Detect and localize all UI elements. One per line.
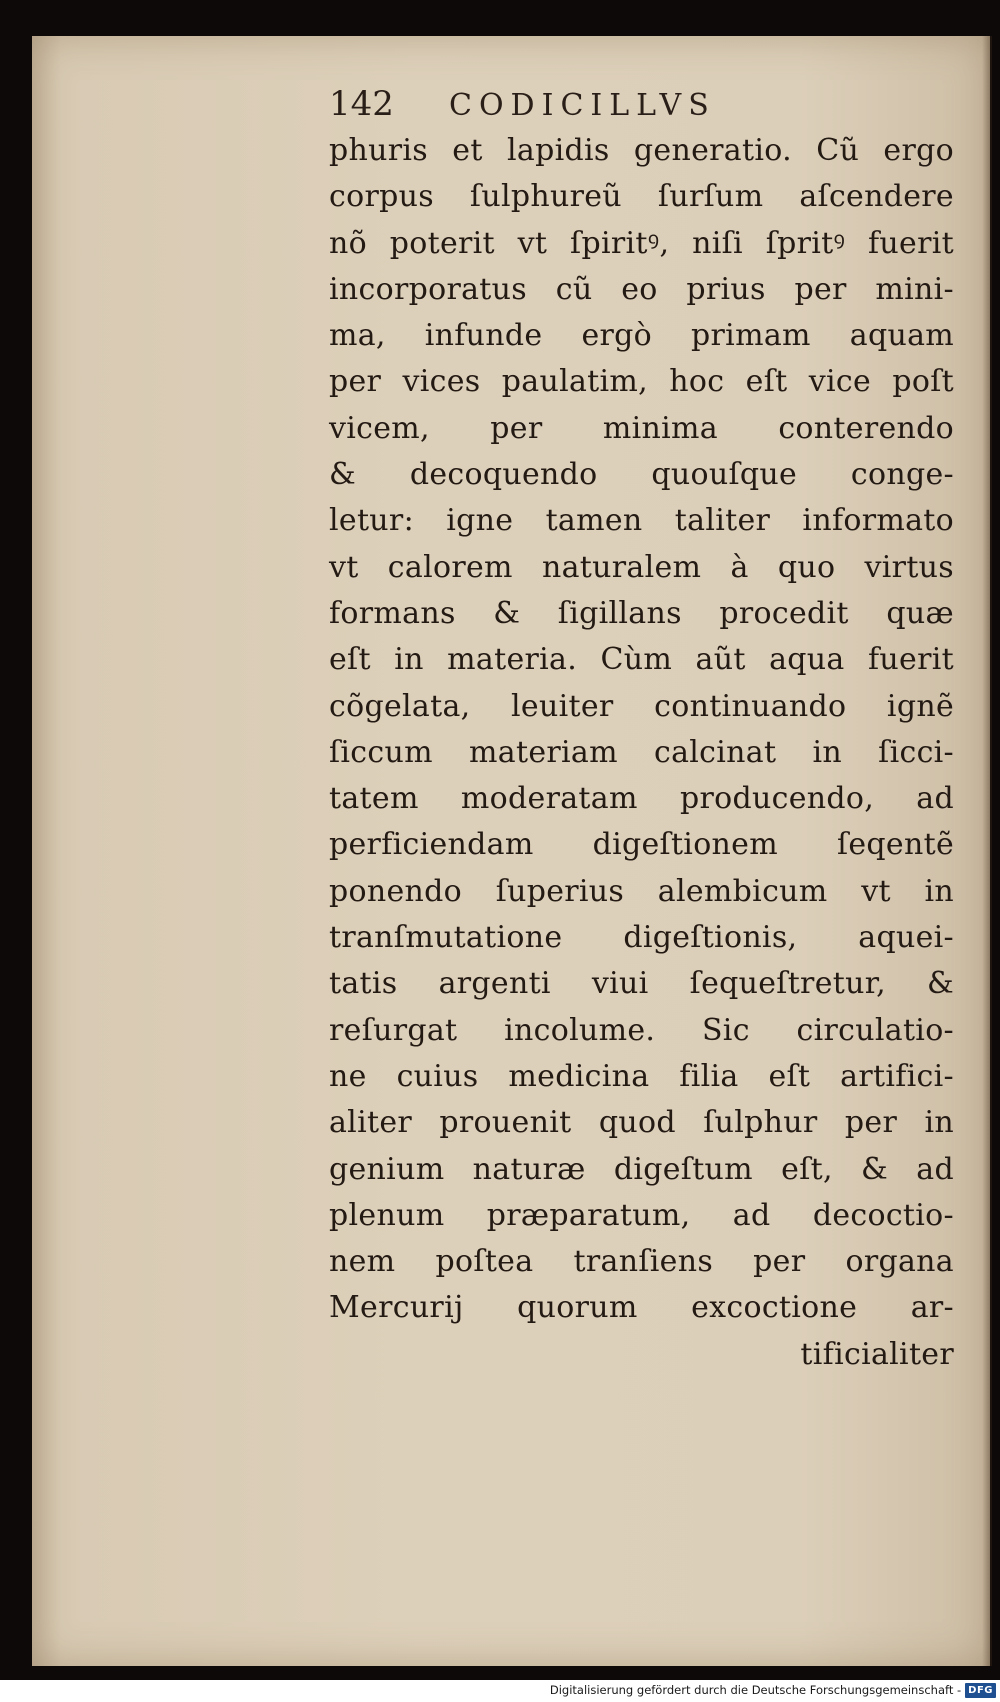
text-line: ſiccum materiam calcinat in ſicci- [329,734,954,770]
text-line: perficiendam digeſtionem ſeqentẽ [329,827,954,863]
text-line: reſurgat incolume. Sic circulatio- [329,1012,954,1048]
text-line: formans & ſigillans procedit quæ [329,595,954,631]
text-line: letur: igne tamen taliter informato [329,503,954,539]
text-line: cõgelata, leuiter continuando ignẽ [329,688,954,724]
funding-note: Digitalisierung gefördert durch die Deutsche Forschungsgemeinschaft - [549,1683,962,1697]
text-line: tatis argenti viui ſequeſtretur, & [329,966,954,1002]
text-line: eſt in materia. Cùm aũt aqua fuerit [329,642,954,678]
text-line: tatem moderatam producendo, ad [329,781,954,817]
text-line: tranſmutatione digeſtionis, aquei- [329,920,954,956]
text-line: nem poſtea tranſiens per organa [329,1244,954,1280]
running-head [329,80,849,128]
funding-footer [550,1680,996,1700]
text-line: plenum præparatum, ad decoctio- [329,1197,954,1233]
text-line: vicem, per minima conterendo [329,410,954,446]
text-line: nõ poterit vt ſpiritꝰ, niſi ſpritꝰ fuerit [329,225,954,261]
text-line: vt calorem naturalem à quo virtus [329,549,954,585]
page-number: 142 [329,84,394,124]
running-title: CODICILLVS [449,88,716,123]
body-text [329,128,969,1378]
text-line: per vices paulatim, hoc eſt vice poſt [329,364,954,400]
page-edge-shadow [982,36,992,1666]
text-line: genium naturæ digeſtum eſt, & ad [329,1151,954,1187]
text-line: aliter prouenit quod ſulphur per in [329,1105,954,1141]
text-line: ponendo ſuperius alembicum vt in [329,873,954,909]
text-line: incorporatus cũ eo prius per mini- [329,271,954,307]
text-line: ma, infunde ergò primam aquam [329,318,954,354]
dfg-logo: DFG [965,1683,996,1698]
text-line: & decoquendo quouſque conge- [329,457,954,493]
text-line: ne cuius medicina filia eſt artifici- [329,1058,954,1094]
text-line: Mercurij quorum excoctione ar- [329,1290,954,1326]
text-line: phuris et lapidis generatio. Cũ ergo [329,133,954,168]
text-line: corpus ſulphureũ ſurſum aſcendere [329,179,954,215]
catchword: tificialiter [800,1336,954,1372]
